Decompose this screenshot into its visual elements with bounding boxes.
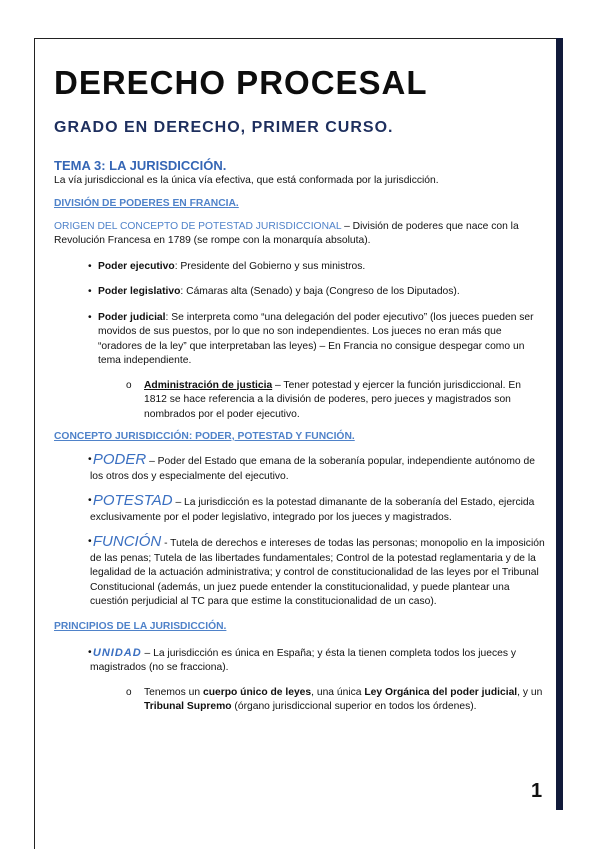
list-item: • Poder judicial: Se interpreta como “una delegación del poder ejecutivo” (los jueces pueden ser movidos de sus puestos, por lo que no son independientes. Los jueces no eran más que “oradores de la ley” que interpretaban las leyes) – En Francia no consigue despegar como un tema independiente. — [88, 311, 534, 366]
page-edge-bar — [556, 38, 563, 810]
principios-heading: PRINCIPIOS DE LA JURISDICCIÓN. — [54, 620, 227, 632]
document-title: DERECHO PROCESAL — [54, 64, 428, 101]
document-content — [54, 62, 546, 715]
tema-intro: La vía jurisdiccional es la única vía efectiva, que está conformada por la jurisdicción. — [54, 175, 439, 186]
list-item: • UNIDAD – La jurisdicción es única en España; y ésta la tienen completa todos los jueces y magistrados (no se fracciona). — [88, 646, 516, 673]
concepto-heading: CONCEPTO JURISDICCIÓN: PODER, POTESTAD Y FUNCIÓN. — [54, 431, 355, 442]
list-item: • Poder legislativo: Cámaras alta (Senado) y baja (Congreso de los Diputados). — [88, 286, 460, 297]
list-item: • POTESTAD – La jurisdicción es la potestad dimanante de la soberanía del Estado, ejercida exclusivamente por el poder legislativo, integrado por los jueces y magistrados. — [88, 492, 535, 523]
page-number: 1 — [531, 780, 543, 802]
origin-text: – División de poderes que nace con la Revolución Francesa en 1789 (se rompe con la monarquía absoluta). — [54, 220, 519, 246]
origin-lead: ORIGEN DEL CONCEPTO DE POTESTAD JURISDICCIONAL — [54, 220, 342, 232]
unidad-sublist — [54, 686, 546, 715]
list-item: o Administración de justicia – Tener potestad y ejercer la función jurisdiccional. En 1812 se hace referencia a la división de poderes, pero jueces y magistrados son nombrados por el poder ejecutivo. — [126, 379, 521, 420]
document-subtitle: GRADO EN DERECHO, PRIMER CURSO. — [54, 119, 394, 136]
list-item: • Poder ejecutivo: Presidente del Gobierno y sus ministros. — [88, 260, 366, 272]
poderes-list — [54, 260, 546, 369]
list-item: • PODER – Poder del Estado que emana de la soberanía popular, independiente autónomo de los otros dos y especialmente del ejecutivo. — [88, 451, 535, 482]
justicia-sublist — [54, 379, 546, 423]
list-item: o Tenemos un cuerpo único de leyes, una única Ley Orgánica del poder judicial, y un Tribunal Supremo (órgano jurisdiccional superior en todos los órdenes). — [126, 686, 543, 712]
division-heading: DIVISIÓN DE PODERES EN FRANCIA. — [54, 197, 239, 209]
list-item: • FUNCIÓN - Tutela de derechos e intereses de todas las personas; monopolio en la imposición de las penas; Tutela de las libertades fundamentales; Control de la potestad reglamentaria y de la legalidad de la actuación administrativa; y control de constitucionalidad de las leyes por el Tribunal Constitucional (además, un juez puede entender la constitucionalidad, y puede plantear una cuestión perjudicial al TC para que estime la constitucionalidad de un caso). — [88, 533, 545, 607]
tema-heading: TEMA 3: LA JURISDICCIÓN. — [54, 158, 227, 173]
origin-paragraph — [54, 220, 546, 249]
